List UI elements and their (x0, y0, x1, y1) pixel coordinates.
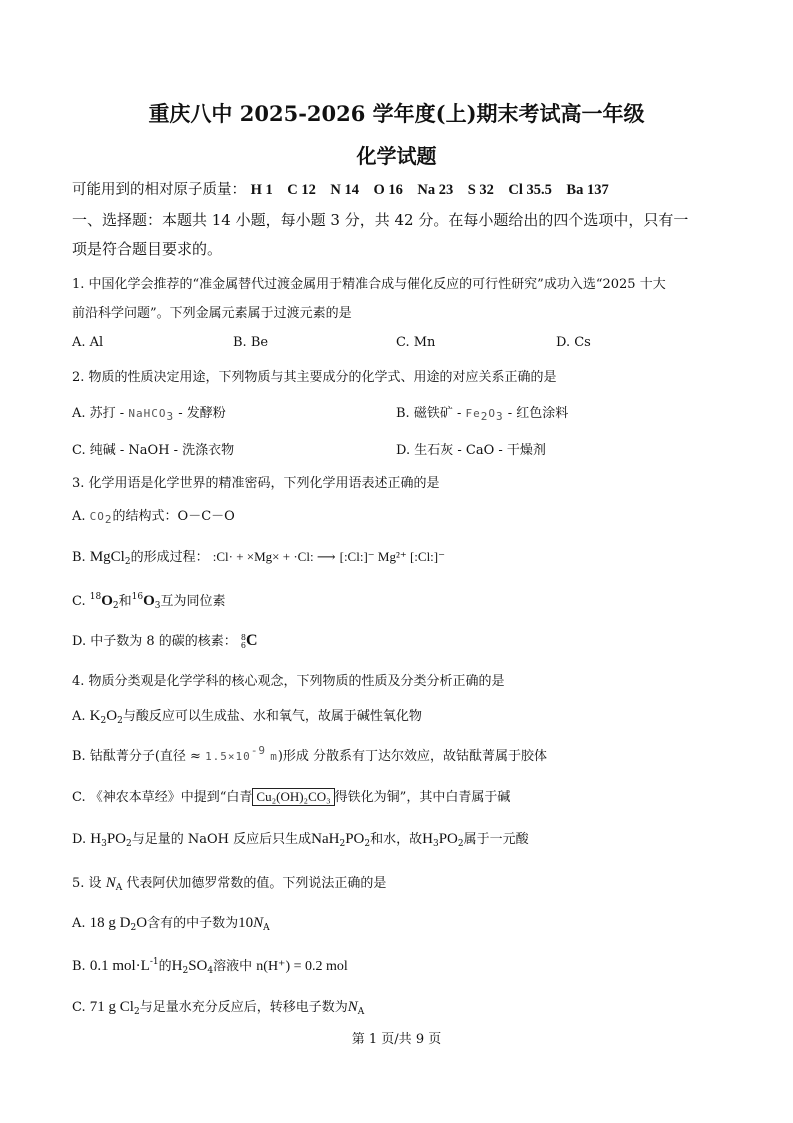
q5-stem2: 代表阿伏加德罗常数的值。下列说法正确的是 (126, 876, 387, 891)
q1-option-d: D. Cs (556, 335, 591, 350)
q5-b-f1: 0.1 mol·L (89, 958, 150, 974)
q2-a-formula: NaHCO (128, 407, 167, 420)
q4-d-f1: H (90, 831, 102, 847)
q2-a-use: - 发酵粉 (178, 406, 226, 421)
q5-b-sup: -1 (149, 957, 159, 967)
q4-option-b (72, 744, 547, 764)
q3-stem: 3. 化学用语是化学世界的精准密码，下列化学用语表述正确的是 (72, 476, 440, 491)
q5-option-b (72, 955, 348, 976)
q4-d-s5: 3 (432, 839, 439, 849)
q4-option-d (72, 828, 529, 849)
q5-c-nsub: A (357, 1007, 365, 1017)
q2-option-d: D. 生石灰 - CaO - 干燥剂 (396, 443, 546, 458)
q1-option-b: B. Be (233, 335, 269, 350)
q5-a-f2: O (136, 915, 148, 931)
q3-b-prefix: B. (72, 550, 86, 565)
q1-stem-line1: 1. 中国化学会推荐的“准金属替代过渡金属用于精准合成与催化反应的可行性研究”成功入选“2025 十大 (72, 277, 666, 292)
q5-b-text2: 溶液中 (213, 959, 253, 974)
q3-c-f2: O (143, 593, 155, 609)
q1-option-c: C. Mn (396, 335, 436, 350)
q5-option-c (72, 996, 364, 1017)
q4-stem: 4. 物质分类观是化学学科的核心观念，下列物质的性质及分类分析正确的是 (72, 674, 505, 689)
page-subtitle: 化学试题 (356, 144, 437, 168)
q5-c-text: 与足量水充分反应后，转移电子数为 (139, 1000, 348, 1015)
q4-d-s1: 3 (101, 839, 107, 849)
q2-b-use: - 红色涂料 (507, 406, 569, 421)
q2-stem: 2. 物质的性质决定用途，下列物质与其主要成分的化学式、用途的对应关系正确的是 (72, 370, 557, 385)
q4-a-f1: K (89, 708, 101, 724)
q4-d-text2: 和水，故 (370, 832, 423, 847)
q4-b-value: 1.5×10 (205, 750, 251, 763)
q3-c-and: 和 (118, 594, 132, 609)
q5-a-prefix: A. (72, 916, 86, 931)
q5-b-f3: SO (188, 958, 208, 974)
q4-d-s6: 2 (457, 839, 464, 849)
q5-a-n: N (253, 915, 264, 931)
q1-stem-line2: 前沿科学问题”。下列金属元素属于过渡元素的是 (72, 306, 352, 321)
q3-d-sub: 6 (240, 640, 246, 650)
q3-option-b (72, 546, 445, 567)
q4-a-s2: 2 (117, 716, 123, 726)
q2-b-name: B. 磁铁矿 - (396, 406, 462, 421)
q3-c-sup2: 16 (131, 592, 144, 602)
q5-c-n: N (347, 999, 358, 1015)
q3-b-sub: 2 (124, 557, 131, 567)
q3-option-a (72, 505, 235, 526)
q4-d-s4: 2 (364, 839, 371, 849)
q2-b-formula: Fe (465, 407, 481, 420)
q3-c-f1: O (101, 593, 113, 609)
q2-option-b (396, 402, 568, 423)
q4-d-prefix: D. (72, 832, 87, 847)
q3-c-rest: 互为同位素 (160, 594, 226, 609)
q3-c-prefix: C. (72, 594, 86, 609)
q5-c-f1: 71 g Cl (89, 999, 134, 1015)
q3-b-lhs: :Cl· + ×Mg× + ·Cl: (212, 549, 317, 564)
q3-b-rhs: [:Cl:]⁻ Mg²⁺ [:Cl:]⁻ (339, 549, 445, 564)
q4-b-text1: B. 钴酞菁分子(直径 ≈ (72, 749, 201, 764)
q3-b-formula: MgCl (89, 549, 125, 565)
section-heading-line1: 一、选择题：本题共 14 小题，每小题 3 分，共 42 分。在每小题给出的四个选项中，只有一 (72, 211, 689, 229)
q3-c-sup1: 18 (89, 592, 102, 602)
q4-d-text3: 属于一元酸 (463, 832, 529, 847)
q2-b-sub1: 2 (480, 410, 489, 423)
q4-a-f2: O (106, 708, 118, 724)
q4-d-f2: PO (106, 831, 126, 847)
q3-c-s2: 3 (154, 601, 161, 611)
q5-c-s1: 2 (133, 1007, 140, 1017)
q5-na: N (105, 875, 116, 891)
q4-option-c (72, 786, 510, 806)
q3-option-c (72, 590, 226, 611)
q5-a-f1: 18 g D (89, 915, 131, 931)
q2-option-a (72, 402, 226, 423)
q4-a-s1: 2 (100, 716, 107, 726)
q5-a-text: 含有的中子数为 (147, 916, 239, 931)
q4-d-text1: 与足量的 NaOH 反应后只生成 (131, 832, 312, 847)
q2-a-sub: 3 (166, 410, 175, 423)
q3-c-s1: 2 (112, 601, 119, 611)
q4-c-text2: 得铁化为铜”，其中白青属于碱 (334, 790, 511, 805)
q5-option-a (72, 912, 270, 933)
q5-a-s1: 2 (130, 923, 137, 933)
q3-d-text: D. 中子数为 8 的碳的核素： (72, 634, 237, 649)
q5-b-f2: H (171, 958, 183, 974)
q4-a-prefix: A. (72, 709, 86, 724)
q3-option-d (72, 630, 258, 650)
section-heading-line2: 项是符合题目要求的。 (72, 240, 223, 258)
q5-stem1: 5. 设 (72, 876, 102, 891)
q5-a-nsub: A (263, 923, 270, 933)
q3-a-rest: 的结构式：O－C－O (112, 509, 235, 524)
q4-d-s3: 2 (339, 839, 346, 849)
q5-a-val: 10 (238, 915, 254, 931)
q5-b-s2: 2 (182, 966, 189, 976)
q3-a-prefix: A. (72, 509, 86, 524)
q5-b-expr: n(H⁺) = 0.2 mol (256, 959, 348, 974)
q4-a-rest: 与酸反应可以生成盐、水和氧气，故属于碱性氧化物 (122, 709, 422, 724)
q5-b-s3: 4 (207, 966, 214, 976)
q3-a-formula: CO (89, 510, 105, 523)
q2-b-o: O (488, 407, 496, 420)
page-title: 重庆八中 2025-2026 学年度(上)期末考试高一年级 (148, 101, 645, 126)
q3-a-sub: 2 (104, 513, 113, 526)
q5-na-sub: A (115, 883, 123, 893)
q3-d-sup: 8 (240, 632, 246, 642)
q1-option-a: A. Al (72, 335, 104, 350)
q2-option-c: C. 纯碱 - NaOH - 洗涤衣物 (72, 443, 235, 458)
q5-b-prefix: B. (72, 959, 86, 974)
q4-b-exp: -9 (250, 744, 267, 757)
q5-b-text1: 的 (158, 959, 172, 974)
q4-d-f4: PO (345, 831, 365, 847)
q4-c-bracket: Cu₂(OH)₂CO₃ (252, 788, 334, 806)
atomic-masses-label: 可能用到的相对原子质量： (72, 182, 246, 198)
q3-d-element: C (246, 632, 258, 649)
q2-a-name: A. 苏打 - (72, 406, 125, 421)
q5-stem (72, 872, 386, 893)
q4-b-unit: m (270, 750, 278, 763)
q4-c-text1: C. 《神农本草经》中提到“白青 (72, 790, 253, 805)
q2-b-sub2: 3 (495, 410, 504, 423)
arrow-right-icon: ⟶ (316, 550, 336, 565)
q4-option-a (72, 705, 422, 726)
atomic-masses-values: H 1 C 12 N 14 O 16 Na 23 S 32 Cl 35.5 Ba 137 (250, 182, 609, 198)
q4-d-f3: NaH (311, 831, 340, 847)
q3-b-rest: 的形成过程： (130, 550, 209, 565)
q5-c-prefix: C. (72, 1000, 86, 1015)
q4-b-text2: )形成 分散系有丁达尔效应，故钴酞菁属于胶体 (277, 749, 548, 764)
q4-d-s2: 2 (126, 839, 132, 849)
atomic-masses (72, 178, 609, 199)
page-footer: 第 1 页/共 9 页 (351, 1032, 442, 1047)
q4-d-f6: PO (438, 831, 458, 847)
q4-d-f5: H (422, 831, 433, 847)
